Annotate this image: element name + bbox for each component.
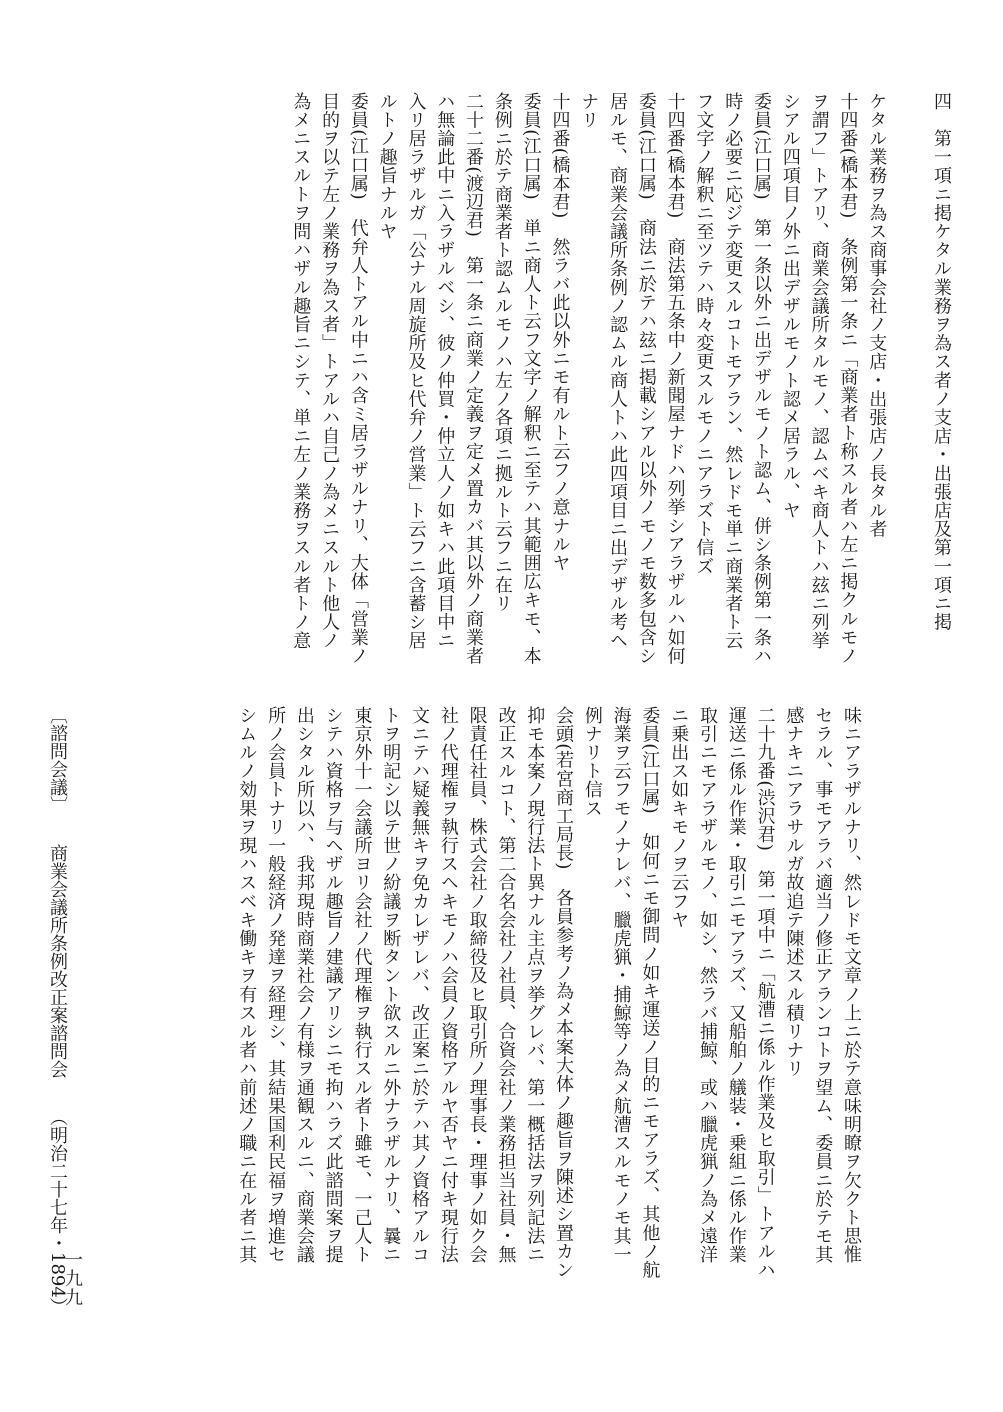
text-line: 海業ヲ云フモノナレバ、臘虎猟・捕鯨等ノ為メ航漕スルモノモ其一 — [610, 706, 632, 1264]
text-line: 委員(江口属) 代弁人トアル中ニハ含ミ居ラザルナリ、大体「営業ノ — [347, 92, 369, 666]
text-line: 二十二番(渡辺君) 第一条ニ商業ノ定義ヲ定メ置カバ其以外ノ商業者 — [463, 92, 485, 666]
page-number: 一九九 — [62, 1250, 83, 1307]
text-line: 出シタル所以ハ、我邦現時商業社会ノ有様ヲ通観スルニ、商業会議 — [293, 706, 315, 1264]
text-line: 条例ニ於テ商業者ト認ムルモノハ左ノ各項ニ拠ルト云フニ在リ — [491, 92, 513, 613]
text-line: 抑モ本案ノ現行法ト異ナル主点ヲ挙グレバ、第一概括法ヲ列記法ニ — [524, 706, 546, 1264]
text-line: 限責任社員、株式会社ノ取締役及ヒ取引所ノ理事長・理事ノ如ク会 — [466, 706, 488, 1264]
text-line: シテハ資格ヲ与ヘザル趣旨ノ建議アリシニモ拘ハラズ此諮問案ヲ提 — [322, 706, 344, 1264]
footer-section: 〔諮問会議〕 — [47, 706, 68, 814]
text-line: 四 第一項ニ掲ケタル業務ヲ為ス者ノ支店・出張店及第一項ニ掲 — [931, 92, 952, 632]
upper-text-block — [88, 92, 973, 692]
text-line: シムルノ効果ヲ現ハスベキ働キヲ有スル者ハ前述ノ職ニ在ル者ニ其 — [236, 706, 258, 1264]
footer-title: 商業会議所条例改正案諮問会 — [47, 844, 68, 1078]
text-line: ナリ — [578, 92, 600, 130]
text-line: 例ナリト信ス — [581, 706, 603, 818]
text-line: 東京外十一会議所ヨリ会社ノ代理権ヲ執行スル者ト雖モ、一己人ト — [351, 706, 373, 1264]
text-line: 社ノ代理権ヲ執行スヘキモノハ会員ノ資格アルヤ否ヤニ付キ現行法 — [437, 706, 459, 1264]
text-line: 委員(江口属) 単ニ商人ト云フ文字ノ解釈ニ至テハ其範囲広キモ、本 — [520, 92, 542, 666]
text-line: シアル四項目ノ外ニ出デザルモノト認メ居ラル、ヤ — [779, 92, 801, 520]
text-line: 委員(江口属) 如何ニモ御問ノ如キ運送ノ目的ニモアラズ、其他ノ航 — [639, 706, 661, 1280]
text-line: 委員(江口属) 第一条以外ニ出デザルモノト認ム、併シ条例第一条ハ — [751, 92, 773, 666]
text-line: 十四番(橋本君) 然ラバ此以外ニモ有ルト云フノ意ナルヤ — [549, 92, 571, 573]
text-line: 文ニテハ疑義無キヲ免カレザレバ、改正案ニ於テハ其ノ資格アルコ — [409, 706, 431, 1264]
text-line: 感ナキニアラサルガ故追テ陳述スル積リナリ — [783, 706, 805, 1078]
text-line: ヲ謂フ」トアリ、商業会議所タルモノ、認ムベキ商人トハ玆ニ列挙 — [808, 92, 830, 650]
text-line: 十四番(橋本君) 商法第五条中ノ新聞屋ナドハ列挙シアラザルハ如何 — [664, 92, 686, 666]
text-line: 為メニスルトヲ問ハザル趣旨ニシテ、単ニ左ノ業務ヲスル者トノ意 — [290, 92, 312, 650]
text-line: 居ルモ、商業会議所条例ノ認ムル商人トハ此四項目ニ出デザル考ヘ — [607, 92, 629, 650]
text-line: 改正スルコト、第二合名会社ノ社員、合資会社ノ業務担当社員・無 — [495, 706, 517, 1264]
text-line: セラル、事モアラバ適当ノ修正アランコトヲ望ム、委員ニ於テモ其 — [812, 706, 834, 1264]
lower-text-block — [88, 706, 865, 1306]
text-line: ハ無論此中ニ入ラザルベシ、彼ノ仲買・仲立人ノ如キハ此項目中ニ — [434, 92, 456, 650]
text-line: 運送ニ係ル作業・取引ニモアラズ、又船舶ノ艤装・乗組ニ係ル作業 — [725, 706, 747, 1264]
text-line: 取引ニモアラザルモノ、如シ、然ラバ捕鯨、或ハ臘虎猟ノ為メ遠洋 — [697, 706, 719, 1264]
text-line: 味ニアラザルナリ、然レドモ文章ノ上ニ於テ意味明瞭ヲ欠クト思惟 — [841, 706, 862, 1264]
text-line: ルトノ趣旨ナルヤ — [376, 92, 398, 241]
text-line: ニ乗出ス如キモノヲ云フヤ — [668, 706, 690, 930]
text-line: フ文字ノ解釈ニ至ツテハ時々変更スルモノニアラズト信ズ — [693, 92, 715, 576]
text-line: トヲ明記シ以テ世ノ紛議ヲ断タント欲スルニ外ナラザルナリ、曩ニ — [380, 706, 402, 1264]
text-line: 十四番(橋本君) 条例第一条ニ「商業者ト称スル者ハ左ニ掲クルモノ — [837, 92, 859, 666]
text-line: 二十九番(渋沢君) 第一項中ニ「航漕ニ係ル作業及ヒ取引」トアルハ — [754, 706, 776, 1280]
footer-date: （明治二十七年・1894） — [47, 1108, 68, 1316]
text-line: 委員(江口属) 商法ニ於テハ玆ニ掲載シアル以外ノモノモ数多包含シ — [635, 92, 657, 666]
text-line: ケタル業務ヲ為ス商事会社ノ支店・出張店ノ長タル者 — [866, 92, 888, 539]
text-line: 時ノ必要ニ応ジテ変更スルコトモアラン、然レドモ単ニ商業者ト云 — [722, 92, 744, 650]
text-line: 目的ヲ以テ左ノ業務ヲ為ス者」トアルハ自己ノ為メニスルト他人ノ — [319, 92, 341, 650]
text-line: 会頭(若宮商工局長) 各員参考ノ為メ本案大体ノ趣旨ヲ陳述シ置カン — [553, 706, 575, 1280]
text-line: 所ノ会員トナリ一般経済ノ発達ヲ経理シ、其結果国利民福ヲ増進セ — [265, 706, 287, 1264]
text-line: 入リ居ラザルガ「公ナル周旋所及ヒ代弁ノ営業」ト云フニ含蓄シ居 — [405, 92, 427, 650]
